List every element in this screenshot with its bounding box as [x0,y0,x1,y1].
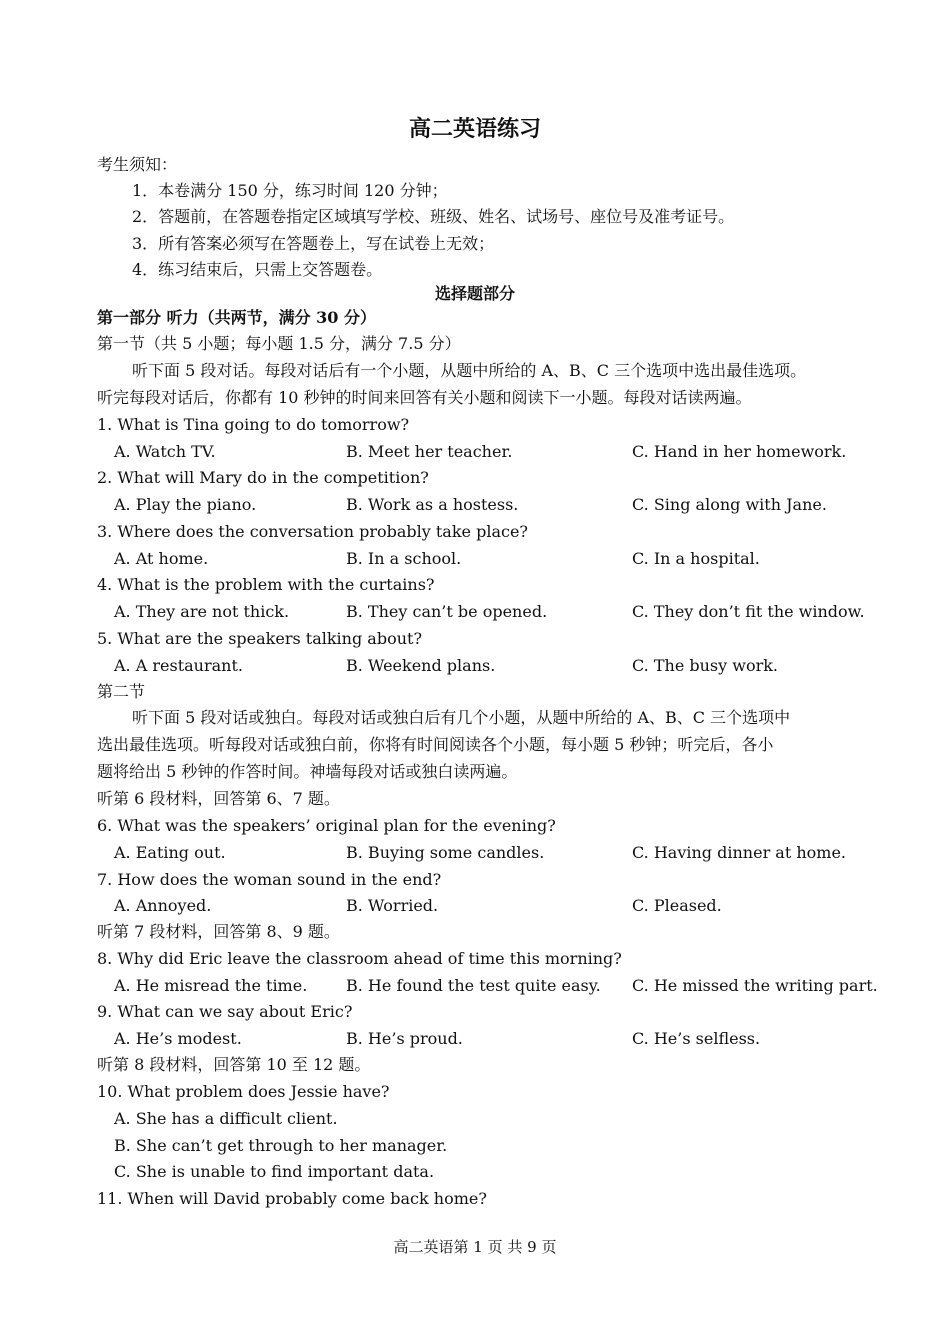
option-a: A. Watch TV. [114,442,216,461]
question-stem: 2. What will Mary do in the competition? [97,468,429,487]
option-b: B. He’s proud. [346,1029,463,1048]
question-stem: 10. What problem does Jessie have? [97,1082,390,1101]
option-b: B. Meet her teacher. [346,442,513,461]
option-b: B. She can’t get through to her manager. [114,1136,448,1155]
option-a: A. Annoyed. [114,896,212,915]
option-c: C. The busy work. [632,656,779,675]
option-c: C. He missed the writing part. [632,976,878,995]
sec2-instruction: 听下面 5 段对话或独白。每段对话或独白后有几个小题，从题中所给的 A、B、C 三个选项中 [132,708,791,727]
group-heading: 听第 6 段材料，回答第 6、7 题。 [97,789,340,808]
part1-heading: 第一部分 听力（共两节，满分 30 分） [97,308,376,327]
option-a: A. He’s modest. [114,1029,242,1048]
option-c: C. She is unable to find important data. [114,1162,435,1181]
sec2-heading: 第二节 [97,682,146,701]
question-stem: 3. Where does the conversation probably take place? [97,522,528,541]
option-a: A. At home. [114,549,209,568]
page-title: 高二英语练习 [408,117,541,142]
option-a: A. She has a difficult client. [114,1109,338,1128]
option-a: A. Eating out. [114,843,226,862]
sec1-heading: 第一节（共 5 小题；每小题 1.5 分，满分 7.5 分） [97,334,461,353]
option-a: A. Play the piano. [114,495,257,514]
section-heading: 选择题部分 [434,284,515,303]
option-b: B. Buying some candles. [346,843,545,862]
option-c: C. Hand in her homework. [632,442,847,461]
question-stem: 4. What is the problem with the curtains? [97,575,435,594]
question-stem: 8. Why did Eric leave the classroom ahead of time this morning? [97,949,622,968]
option-b: B. He found the test quite easy. [346,976,601,995]
sec2-instruction: 题将给出 5 秒钟的作答时间。神墙每段对话或独白读两遍。 [97,762,518,781]
option-c: C. Sing along with Jane. [632,495,827,514]
notice-item: 4．练习结束后，只需上交答题卷。 [132,260,383,279]
option-c: C. Having dinner at home. [632,843,847,862]
question-stem: 11. When will David probably come back home? [97,1189,487,1208]
question-stem: 9. What can we say about Eric? [97,1002,353,1021]
option-c: C. Pleased. [632,896,722,915]
option-c: C. They don’t fit the window. [632,602,865,621]
question-stem: 6. What was the speakers’ original plan for the evening? [97,816,556,835]
notice-item: 1．本卷满分 150 分，练习时间 120 分钟； [132,181,448,200]
group-heading: 听第 8 段材料，回答第 10 至 12 题。 [97,1055,371,1074]
page-footer: 高二英语第 1 页 共 9 页 [393,1238,557,1256]
option-b: B. Weekend plans. [346,656,496,675]
sec1-instruction: 听完每段对话后，你都有 10 秒钟的时间来回答有关小题和阅读下一小题。每段对话读两遍。 [97,388,752,407]
question-stem: 1. What is Tina going to do tomorrow? [97,415,410,434]
question-stem: 5. What are the speakers talking about? [97,629,423,648]
notice-item: 3．所有答案必须写在答题卷上，写在试卷上无效； [132,234,495,253]
option-c: C. In a hospital. [632,549,760,568]
option-a: A. They are not thick. [114,602,290,621]
option-b: B. Worried. [346,896,439,915]
notice-item: 2．答题前，在答题卷指定区域填写学校、班级、姓名、试场号、座位号及准考证号。 [132,207,735,226]
sec1-instruction: 听下面 5 段对话。每段对话后有一个小题，从题中所给的 A、B、C 三个选项中选出最佳选项。 [132,361,807,380]
option-b: B. They can’t be opened. [346,602,548,621]
option-a: A. A restaurant. [114,656,243,675]
option-a: A. He misread the time. [114,976,308,995]
notice-heading: 考生须知： [97,155,178,174]
group-heading: 听第 7 段材料，回答第 8、9 题。 [97,922,340,941]
option-b: B. Work as a hostess. [346,495,519,514]
sec2-instruction: 选出最佳选项。听每段对话或独白前，你将有时间阅读各个小题，每小题 5 秒钟；听完后，各小 [97,735,774,754]
option-b: B. In a school. [346,549,462,568]
question-stem: 7. How does the woman sound in the end? [97,870,442,889]
option-c: C. He’s selfless. [632,1029,761,1048]
